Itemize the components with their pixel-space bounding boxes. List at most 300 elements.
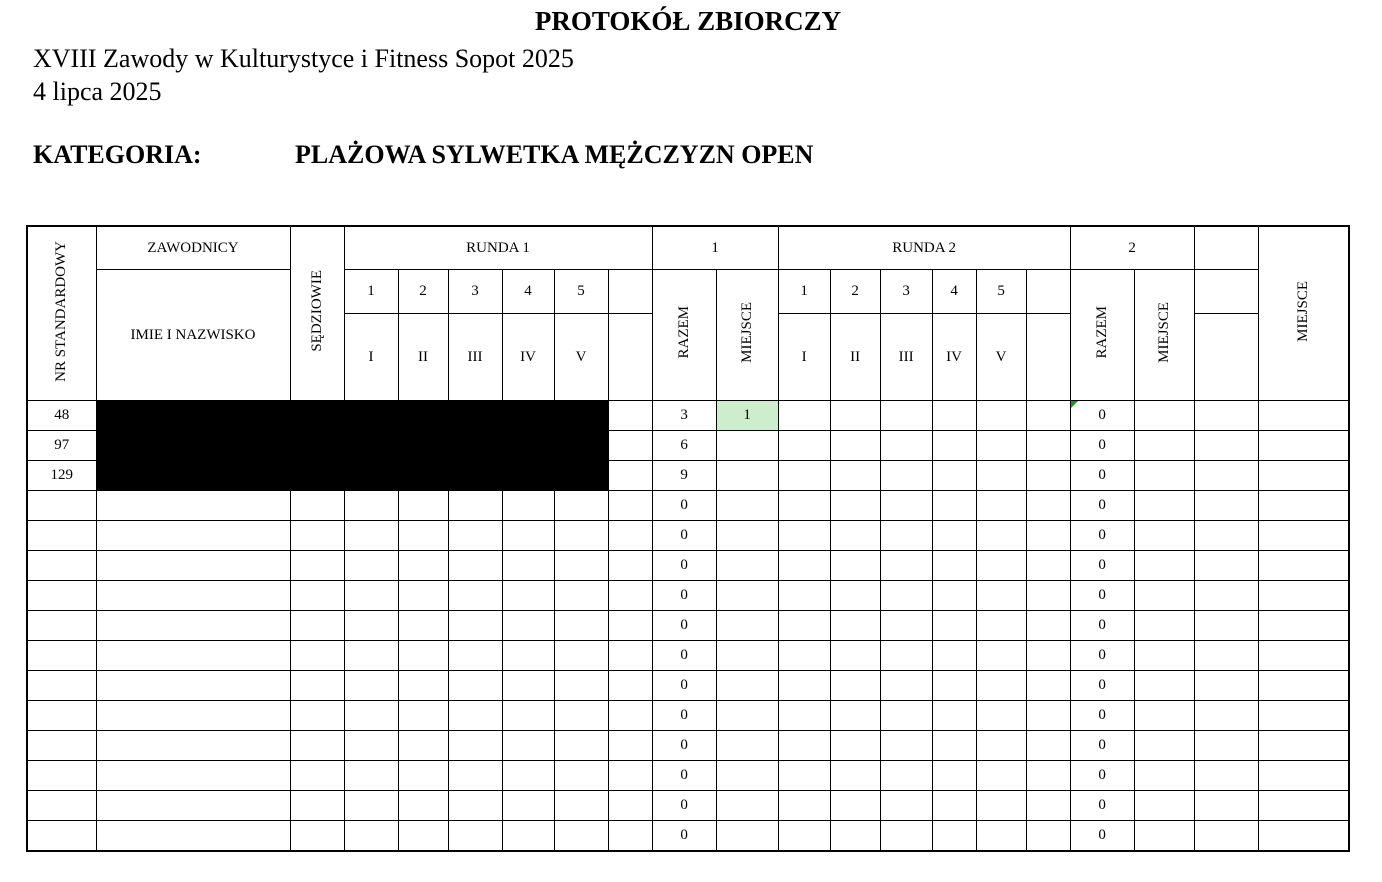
- r2-roman-2: II: [830, 314, 880, 401]
- r2-score-cell: [778, 431, 830, 461]
- final-miejsce-cell: [1258, 521, 1349, 551]
- r2-score-cell: [932, 581, 976, 611]
- r2-score-cell: [778, 491, 830, 521]
- r1-score-cell: [344, 551, 398, 581]
- r1-score-cell: [554, 821, 608, 852]
- final-miejsce-cell: [1258, 821, 1349, 852]
- name-cell: [96, 581, 290, 611]
- nr-cell: [27, 521, 96, 551]
- nr-cell: [27, 611, 96, 641]
- r1-razem-cell: 0: [652, 551, 716, 581]
- r2-miejsce-header: MIEJSCE: [1134, 270, 1194, 401]
- r2-score-cell: [830, 461, 880, 491]
- nr-cell: 97: [27, 431, 96, 461]
- sedziowie-cell: [290, 611, 344, 641]
- r1-score-cell: [398, 731, 448, 761]
- r1-score-cell: [502, 581, 554, 611]
- r1-miejsce-cell: [716, 431, 778, 461]
- name-cell: [96, 491, 290, 521]
- r1-score-cell: [448, 731, 502, 761]
- nr-cell: [27, 761, 96, 791]
- r1-roman-5: V: [554, 314, 608, 401]
- r2-score-cell: [880, 581, 932, 611]
- r1-roman-3: III: [448, 314, 502, 401]
- r1-score-cell: [398, 521, 448, 551]
- r1-score-cell: [608, 761, 652, 791]
- r2-score-cell: [976, 491, 1026, 521]
- r1-razem-cell: 0: [652, 821, 716, 852]
- r1-score-cell: [502, 791, 554, 821]
- r1-score-cell: [502, 611, 554, 641]
- r2-miejsce-cell: [1134, 431, 1194, 461]
- r1-miejsce-cell: [716, 611, 778, 641]
- round2-number: 2: [1070, 226, 1194, 270]
- extra-cell: [1194, 791, 1258, 821]
- results-table: [26, 225, 1350, 852]
- name-cell: [96, 551, 290, 581]
- r2-score-cell: [932, 491, 976, 521]
- nr-cell: [27, 671, 96, 701]
- r2-score-cell: [778, 791, 830, 821]
- extra-header-cell: [1194, 270, 1258, 314]
- r1-score-cell: [448, 701, 502, 731]
- nr-cell: 48: [27, 401, 96, 431]
- sedziowie-cell: [290, 581, 344, 611]
- sedziowie-cell: [290, 551, 344, 581]
- r1-score-cell: [448, 551, 502, 581]
- nr-cell: [27, 701, 96, 731]
- r2-miejsce-cell: [1134, 761, 1194, 791]
- table-row: [27, 461, 1349, 491]
- r2-score-cell: [932, 551, 976, 581]
- r1-score-cell: [448, 491, 502, 521]
- final-miejsce-cell: [1258, 761, 1349, 791]
- extra-cell: [1194, 671, 1258, 701]
- r1-razem-cell: 0: [652, 581, 716, 611]
- r1-score-cell: [344, 491, 398, 521]
- r2-score-cell: [976, 641, 1026, 671]
- r2-razem-cell: 0: [1070, 821, 1134, 852]
- table-row: [27, 521, 1349, 551]
- r1-score-cell: [554, 791, 608, 821]
- r2-judge-5: 5: [976, 270, 1026, 314]
- r2-miejsce-cell: [1134, 731, 1194, 761]
- extra-cell: [1194, 611, 1258, 641]
- extra-cell: [1194, 701, 1258, 731]
- r2-miejsce-cell: [1134, 461, 1194, 491]
- nr-cell: [27, 791, 96, 821]
- r2-judge-1: 1: [778, 270, 830, 314]
- r2-score-cell: [976, 611, 1026, 641]
- final-miejsce-cell: [1258, 671, 1349, 701]
- r2-score-cell: [932, 521, 976, 551]
- extra-header-cell: [1194, 226, 1258, 270]
- r1-score-cell: [608, 791, 652, 821]
- r1-score-cell: [554, 521, 608, 551]
- r2-judge-4: 4: [932, 270, 976, 314]
- r2-miejsce-cell: [1134, 791, 1194, 821]
- r2-score-cell: [1026, 611, 1070, 641]
- redacted-block: [96, 461, 608, 491]
- r1-razem-cell: 0: [652, 731, 716, 761]
- final-miejsce-cell: [1258, 491, 1349, 521]
- final-miejsce-cell: [1258, 581, 1349, 611]
- r2-score-cell: [778, 731, 830, 761]
- r1-score-cell: [344, 731, 398, 761]
- r1-score-cell: [608, 731, 652, 761]
- r2-score-cell: [1026, 581, 1070, 611]
- r2-score-cell: [976, 791, 1026, 821]
- r2-razem-cell: 0: [1070, 671, 1134, 701]
- r2-score-cell: [778, 821, 830, 852]
- name-cell: [96, 521, 290, 551]
- r2-score-cell: [932, 761, 976, 791]
- r1-razem-cell: 0: [652, 611, 716, 641]
- r2-razem-cell: 0: [1070, 701, 1134, 731]
- r2-razem-cell: 0: [1070, 791, 1134, 821]
- r1-score-cell: [608, 461, 652, 491]
- r2-score-cell: [830, 821, 880, 852]
- extra-cell: [1194, 401, 1258, 431]
- r2-score-cell: [1026, 401, 1070, 431]
- r2-score-cell: [880, 491, 932, 521]
- r2-score-cell: [778, 461, 830, 491]
- r1-score-cell: [554, 581, 608, 611]
- extra-cell: [1194, 551, 1258, 581]
- r1-score-cell: [344, 761, 398, 791]
- r2-score-cell: [880, 671, 932, 701]
- r2-score-cell: [932, 821, 976, 852]
- r1-razem-cell: 0: [652, 701, 716, 731]
- r2-score-cell: [1026, 641, 1070, 671]
- r1-score-cell: [344, 521, 398, 551]
- category-label: KATEGORIA:: [33, 140, 202, 169]
- final-miejsce-cell: [1258, 791, 1349, 821]
- r1-score-cell: [398, 641, 448, 671]
- r1-razem-cell: 3: [652, 401, 716, 431]
- r1-roman-4: IV: [502, 314, 554, 401]
- r2-score-cell: [1026, 491, 1070, 521]
- r2-score-cell: [778, 671, 830, 701]
- r2-score-cell: [880, 761, 932, 791]
- sedziowie-cell: [290, 731, 344, 761]
- r2-score-cell: [778, 521, 830, 551]
- r1-score-cell: [502, 551, 554, 581]
- r2-score-cell: [830, 401, 880, 431]
- sedziowie-cell: [290, 791, 344, 821]
- r2-score-cell: [830, 491, 880, 521]
- nr-cell: [27, 491, 96, 521]
- miejsce-final-header: MIEJSCE: [1258, 226, 1349, 401]
- r1-score-cell: [608, 521, 652, 551]
- r1-score-cell: [502, 761, 554, 791]
- sedziowie-cell: [290, 641, 344, 671]
- final-miejsce-cell: [1258, 701, 1349, 731]
- name-cell: [96, 641, 290, 671]
- imie-nazwisko-header: IMIE I NAZWISKO: [96, 270, 290, 401]
- r2-score-cell: [932, 791, 976, 821]
- r1-score-cell: [608, 701, 652, 731]
- r1-score-cell: [398, 581, 448, 611]
- r1-miejsce-cell: [716, 791, 778, 821]
- r2-score-cell: [880, 641, 932, 671]
- r2-score-cell: [1026, 761, 1070, 791]
- r2-score-cell: [976, 521, 1026, 551]
- r2-score-cell: [976, 821, 1026, 852]
- r1-judge-5: 5: [554, 270, 608, 314]
- r1-miejsce-cell: [716, 521, 778, 551]
- r1-score-cell: [608, 671, 652, 701]
- r1-judge-1: 1: [344, 270, 398, 314]
- extra-cell: [1194, 461, 1258, 491]
- r1-miejsce-cell: 1: [716, 401, 778, 431]
- r2-score-cell: [778, 761, 830, 791]
- r1-score-cell: [502, 521, 554, 551]
- r1-score-cell: [608, 431, 652, 461]
- r1-score-cell: [398, 791, 448, 821]
- r2-score-cell: [778, 611, 830, 641]
- r2-miejsce-cell: [1134, 701, 1194, 731]
- r1-score-cell: [448, 581, 502, 611]
- table-row: [27, 821, 1349, 852]
- r2-score-cell: [1026, 521, 1070, 551]
- table-row: [27, 701, 1349, 731]
- r2-score-cell: [830, 521, 880, 551]
- sedziowie-cell: [290, 701, 344, 731]
- extra-header-cell: [1194, 314, 1258, 401]
- r2-razem-cell: 0: [1070, 581, 1134, 611]
- r2-score-cell: [880, 791, 932, 821]
- r1-score-cell: [554, 611, 608, 641]
- r2-score-cell: [932, 641, 976, 671]
- r1-judge-empty: [608, 270, 652, 314]
- extra-cell: [1194, 761, 1258, 791]
- r1-judge-3: 3: [448, 270, 502, 314]
- r2-score-cell: [1026, 461, 1070, 491]
- r1-score-cell: [608, 401, 652, 431]
- r1-score-cell: [448, 671, 502, 701]
- r2-miejsce-cell: [1134, 641, 1194, 671]
- r2-score-cell: [976, 581, 1026, 611]
- sedziowie-cell: [290, 491, 344, 521]
- r1-score-cell: [448, 791, 502, 821]
- r2-score-cell: [932, 701, 976, 731]
- sedziowie-cell: [290, 521, 344, 551]
- r2-razem-cell: 0: [1070, 431, 1134, 461]
- r1-score-cell: [398, 611, 448, 641]
- r1-score-cell: [608, 611, 652, 641]
- r2-score-cell: [880, 821, 932, 852]
- r2-miejsce-cell: [1134, 581, 1194, 611]
- r1-score-cell: [448, 761, 502, 791]
- round1-number: 1: [652, 226, 778, 270]
- r2-miejsce-cell: [1134, 821, 1194, 852]
- r2-razem-cell: 0: [1070, 551, 1134, 581]
- r2-miejsce-cell: [1134, 671, 1194, 701]
- extra-cell: [1194, 641, 1258, 671]
- final-miejsce-cell: [1258, 401, 1349, 431]
- extra-cell: [1194, 731, 1258, 761]
- r2-score-cell: [778, 581, 830, 611]
- r2-razem-cell: 0: [1070, 641, 1134, 671]
- r2-roman-5: V: [976, 314, 1026, 401]
- nr-cell: [27, 641, 96, 671]
- r2-score-cell: [830, 641, 880, 671]
- name-cell: [96, 791, 290, 821]
- r2-razem-cell: 0: [1070, 401, 1134, 431]
- r1-miejsce-cell: [716, 491, 778, 521]
- r1-score-cell: [344, 791, 398, 821]
- r1-score-cell: [554, 671, 608, 701]
- r2-score-cell: [880, 431, 932, 461]
- sedziowie-header: SĘDZIOWIE: [290, 226, 344, 401]
- r1-score-cell: [448, 641, 502, 671]
- r2-score-cell: [976, 431, 1026, 461]
- r2-score-cell: [1026, 701, 1070, 731]
- r1-score-cell: [344, 581, 398, 611]
- r2-miejsce-cell: [1134, 551, 1194, 581]
- table-row: [27, 731, 1349, 761]
- r2-score-cell: [976, 461, 1026, 491]
- r1-miejsce-cell: [716, 761, 778, 791]
- extra-cell: [1194, 821, 1258, 852]
- r1-score-cell: [502, 641, 554, 671]
- table-row: [27, 401, 1349, 431]
- r1-score-cell: [344, 641, 398, 671]
- r1-score-cell: [608, 551, 652, 581]
- r2-score-cell: [1026, 821, 1070, 852]
- r1-score-cell: [502, 731, 554, 761]
- r1-score-cell: [502, 701, 554, 731]
- r1-razem-cell: 0: [652, 671, 716, 701]
- r2-roman-1: I: [778, 314, 830, 401]
- table-row: [27, 671, 1349, 701]
- r1-score-cell: [554, 731, 608, 761]
- r1-miejsce-cell: [716, 821, 778, 852]
- r1-score-cell: [448, 611, 502, 641]
- r1-score-cell: [554, 701, 608, 731]
- r1-roman-2: II: [398, 314, 448, 401]
- r2-roman-empty: [1026, 314, 1070, 401]
- r1-razem-cell: 0: [652, 791, 716, 821]
- table-row: [27, 581, 1349, 611]
- r1-score-cell: [502, 491, 554, 521]
- r1-judge-4: 4: [502, 270, 554, 314]
- r1-score-cell: [344, 821, 398, 852]
- r2-score-cell: [976, 551, 1026, 581]
- r2-score-cell: [830, 611, 880, 641]
- r2-score-cell: [976, 701, 1026, 731]
- r2-score-cell: [830, 701, 880, 731]
- r2-score-cell: [880, 611, 932, 641]
- r2-score-cell: [976, 761, 1026, 791]
- r2-razem-cell: 0: [1070, 491, 1134, 521]
- r1-miejsce-cell: [716, 701, 778, 731]
- category-value: PLAŻOWA SYLWETKA MĘŻCZYZN OPEN: [295, 140, 814, 169]
- r2-score-cell: [778, 641, 830, 671]
- r2-score-cell: [932, 611, 976, 641]
- r1-score-cell: [608, 641, 652, 671]
- r1-score-cell: [554, 551, 608, 581]
- r2-score-cell: [932, 671, 976, 701]
- name-cell: [96, 821, 290, 852]
- runda2-header: RUNDA 2: [778, 226, 1070, 270]
- table-row: [27, 611, 1349, 641]
- r1-score-cell: [398, 821, 448, 852]
- r1-miejsce-header: MIEJSCE: [716, 270, 778, 401]
- r1-razem-cell: 0: [652, 521, 716, 551]
- r2-score-cell: [830, 731, 880, 761]
- nr-standardowy-header: NR STANDARDOWY: [27, 226, 96, 401]
- r1-score-cell: [502, 671, 554, 701]
- results-body: [27, 401, 1349, 852]
- sedziowie-cell: [290, 821, 344, 852]
- r2-score-cell: [932, 431, 976, 461]
- r1-score-cell: [398, 551, 448, 581]
- r2-score-cell: [932, 401, 976, 431]
- extra-cell: [1194, 431, 1258, 461]
- r2-razem-cell: 0: [1070, 521, 1134, 551]
- r2-score-cell: [880, 701, 932, 731]
- r2-judge-2: 2: [830, 270, 880, 314]
- final-miejsce-cell: [1258, 551, 1349, 581]
- table-row: [27, 761, 1349, 791]
- table-row: [27, 791, 1349, 821]
- event-date: 4 lipca 2025: [33, 77, 162, 106]
- r2-score-cell: [830, 581, 880, 611]
- r1-score-cell: [608, 821, 652, 852]
- extra-cell: [1194, 521, 1258, 551]
- r1-score-cell: [608, 491, 652, 521]
- extra-cell: [1194, 581, 1258, 611]
- r2-score-cell: [1026, 791, 1070, 821]
- event-name: XVIII Zawody w Kulturystyce i Fitness Sopot 2025: [33, 44, 574, 73]
- r1-score-cell: [608, 581, 652, 611]
- r1-score-cell: [554, 761, 608, 791]
- r1-score-cell: [398, 761, 448, 791]
- r1-roman-empty: [608, 314, 652, 401]
- r1-score-cell: [554, 641, 608, 671]
- r2-score-cell: [1026, 671, 1070, 701]
- r2-score-cell: [880, 551, 932, 581]
- runda1-header: RUNDA 1: [344, 226, 652, 270]
- sedziowie-cell: [290, 761, 344, 791]
- nr-cell: [27, 551, 96, 581]
- zawodnicy-header: ZAWODNICY: [96, 226, 290, 270]
- r1-razem-cell: 0: [652, 761, 716, 791]
- r1-score-cell: [398, 671, 448, 701]
- r2-score-cell: [932, 461, 976, 491]
- r1-miejsce-cell: [716, 671, 778, 701]
- r2-razem-header: RAZEM: [1070, 270, 1134, 401]
- table-row: [27, 551, 1349, 581]
- nr-cell: 129: [27, 461, 96, 491]
- r2-judge-empty: [1026, 270, 1070, 314]
- r1-score-cell: [502, 821, 554, 852]
- r2-razem-cell: 0: [1070, 611, 1134, 641]
- r2-miejsce-cell: [1134, 611, 1194, 641]
- name-cell: [96, 611, 290, 641]
- r1-razem-cell: 6: [652, 431, 716, 461]
- r2-judge-3: 3: [880, 270, 932, 314]
- r2-score-cell: [778, 401, 830, 431]
- r1-score-cell: [448, 521, 502, 551]
- r2-miejsce-cell: [1134, 521, 1194, 551]
- page-title: PROTOKÓŁ ZBIORCZY: [534, 6, 842, 36]
- nr-cell: [27, 731, 96, 761]
- r1-score-cell: [554, 491, 608, 521]
- final-miejsce-cell: [1258, 611, 1349, 641]
